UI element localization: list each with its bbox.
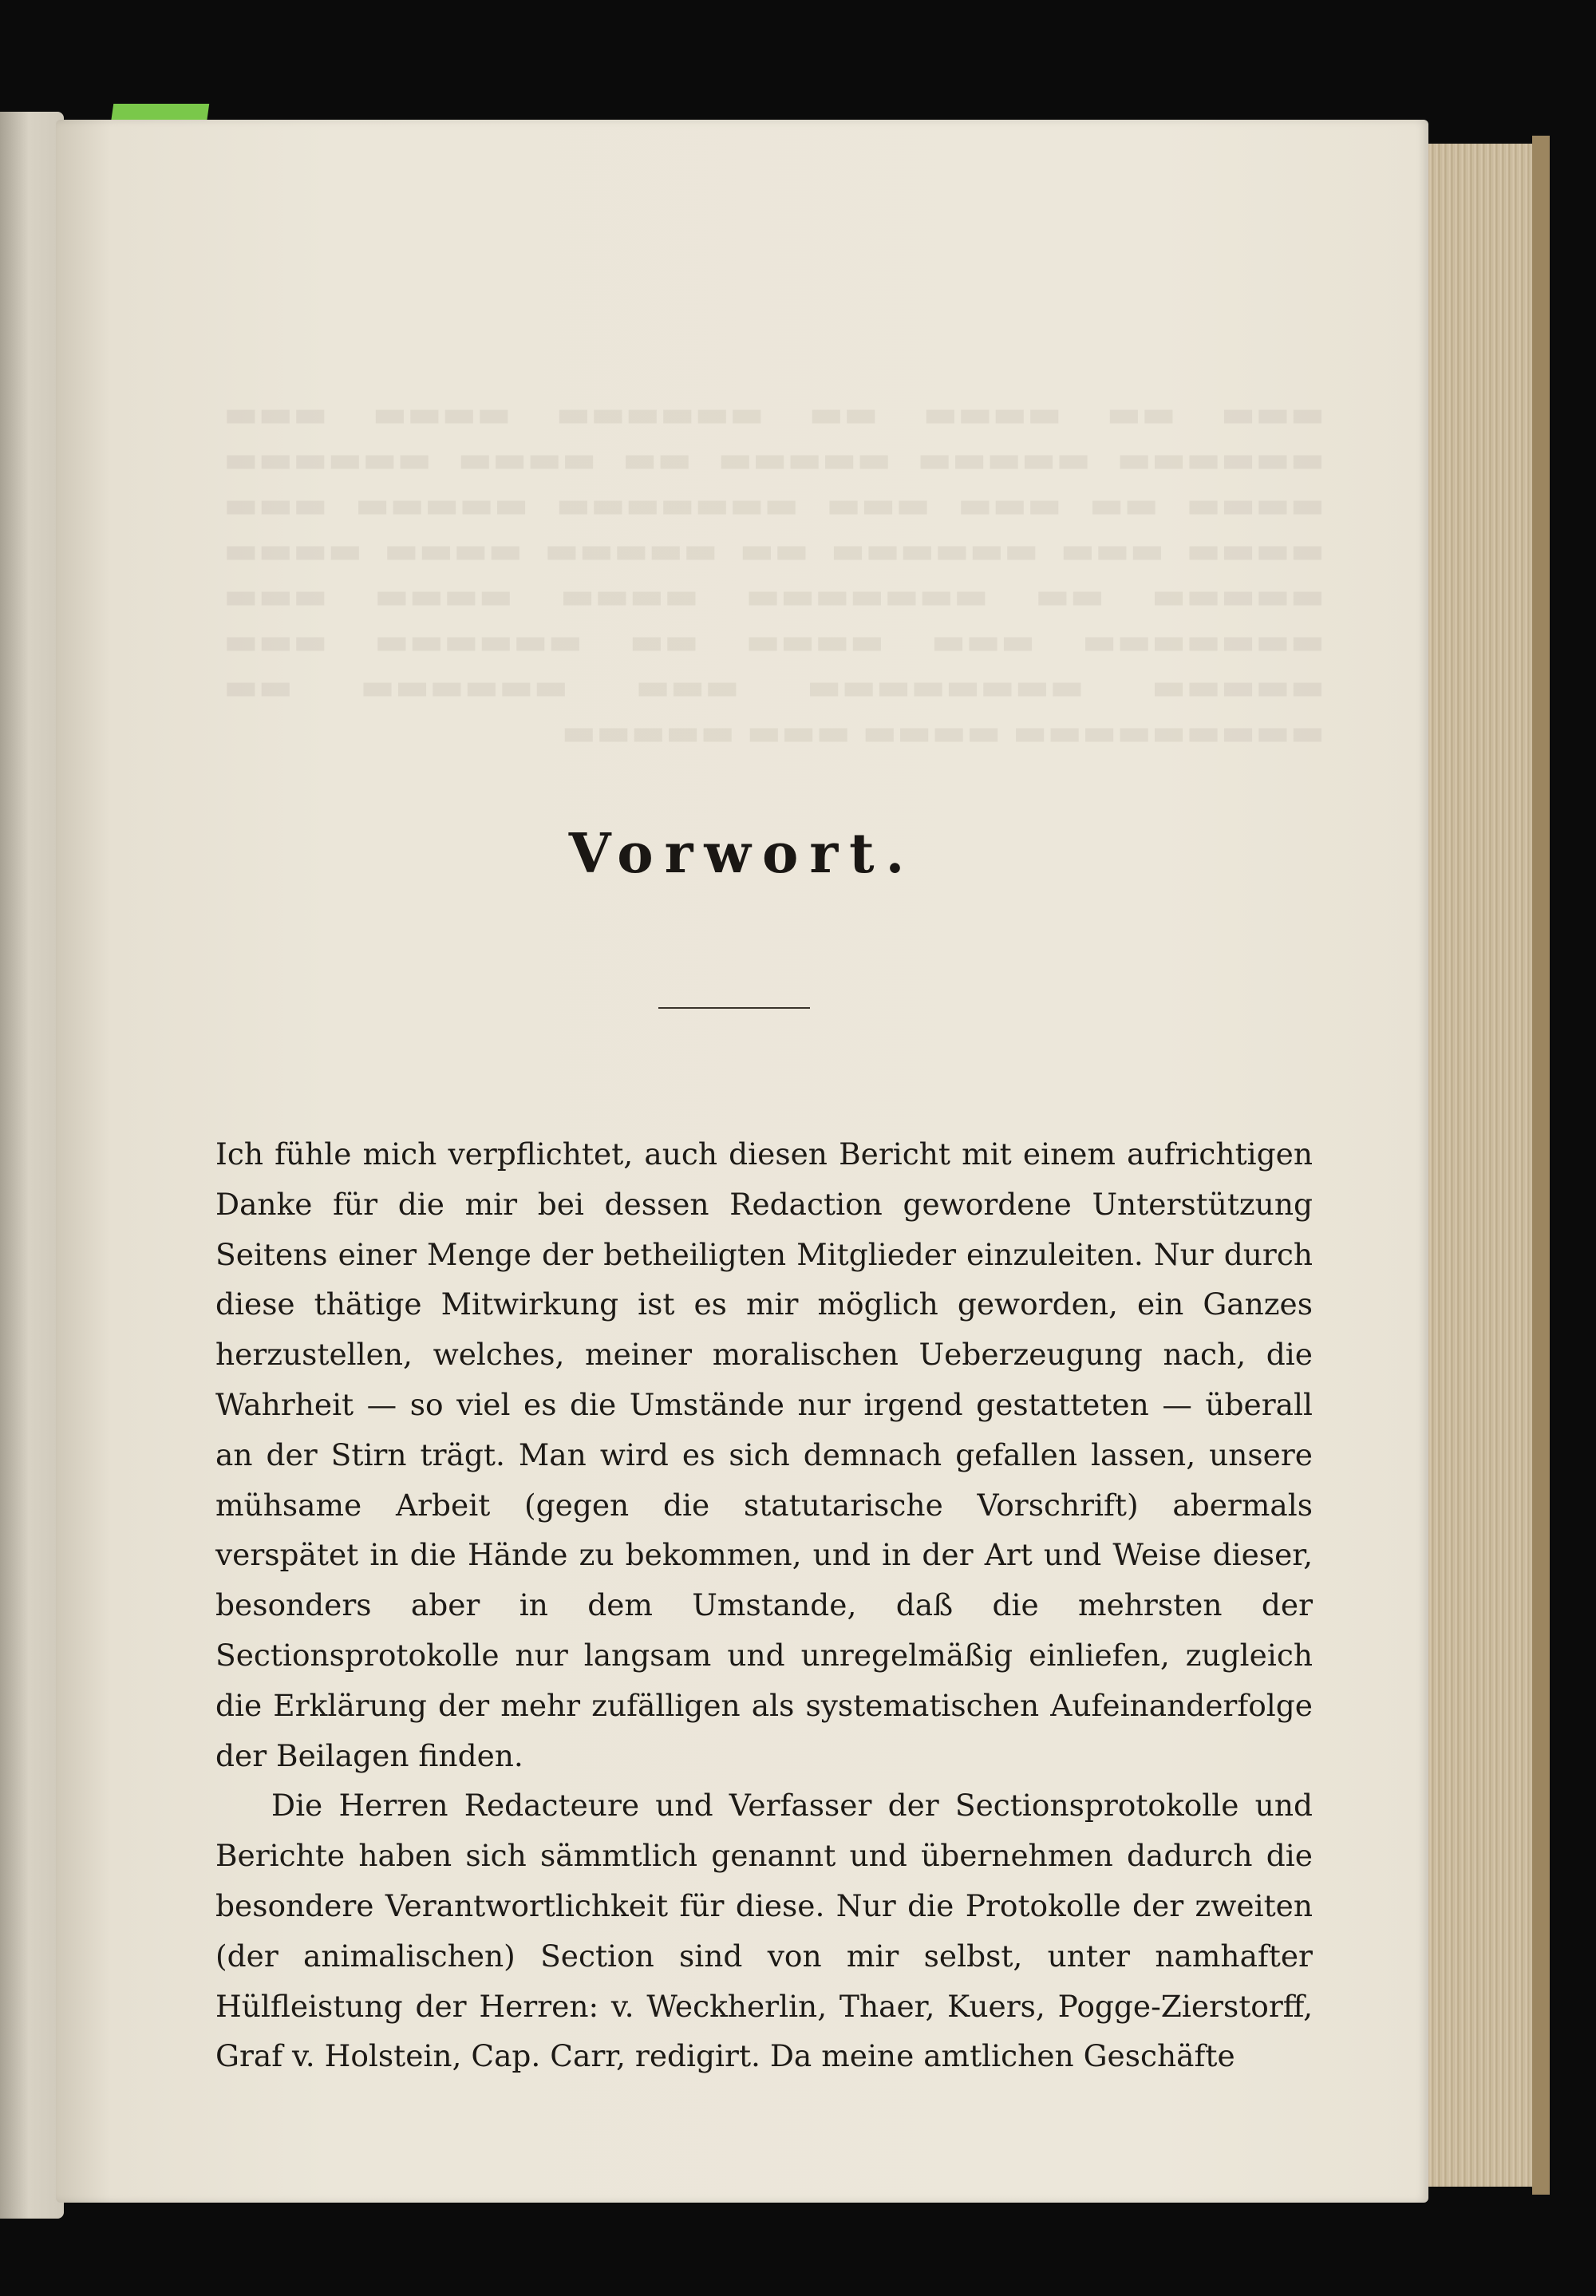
- body-text: [215, 1129, 1313, 2081]
- previous-page-edge: [0, 112, 64, 2219]
- paragraph-2: Die Herren Redacteure und Verfasser der Sectionsprotokolle und Berichte haben sich sämmtlich genannt und übernehmen dadurch die besondere Verantwortlichkeit für diese. Nur die Protokolle der zweiten (der animalischen) Section sind von mir selbst, unter namhafter Hülfleistung der Herren: v. Weckherlin, Thaer, Kuers, Pogge-Zierstorff, Graf v. Holstein, Cap. Carr, redigirt. Da meine amtlichen Geschäfte: [215, 1788, 1313, 2074]
- cover-edge: [1532, 136, 1550, 2195]
- title-rule: [658, 1007, 810, 1009]
- page-title: Vorwort.: [568, 822, 916, 886]
- paragraph-1: Ich fühle mich verpflichtet, auch diesen Bericht mit einem aufrichtigen Danke für die mir bei dessen Redaction gewordene Unterstützung Seitens einer Menge der betheiligten Mitglieder einzuleiten. Nur durch diese thätige Mitwirkung ist es mir möglich geworden, ein Ganzes herzustellen, welches, meiner moralischen Ueberzeugung nach, die Wahrheit — so viel es die Umstände nur irgend gestatteten — überall an der Stirn trägt. Man wird es sich demnach gefallen lassen, unsere mühsame Arbeit (gegen die statutarische Vorschrift) abermals verspätet in die Hände zu bekommen, und in der Art und Weise dieser, besonders aber in dem Umstande, daß die mehrsten der Sectionsprotokolle nur langsam und unregelmäßig einliefen, zugleich die Erklärung der mehr zufälligen als systematischen Aufeinanderfolge der Beilagen finden.: [215, 1136, 1313, 1773]
- bleed-through-texture: ▬▬▬ ▬▬ ▬▬▬▬ ▬▬ ▬▬▬▬▬▬ ▬▬▬▬ ▬▬▬ ▬▬▬▬▬▬ ▬▬▬▬▬ ▬▬▬▬▬ ▬▬ ▬▬▬▬ ▬▬▬▬▬▬ ▬▬▬▬ ▬▬ ▬▬▬ ▬▬▬ ▬▬▬▬▬▬▬ ▬▬▬▬▬ ▬▬▬ ▬▬▬▬ ▬▬▬ ▬▬▬▬▬▬ ▬▬ ▬▬▬▬▬ ▬▬▬▬ ▬▬▬▬ ▬▬▬▬▬ ▬▬ ▬▬▬▬▬▬▬ ▬▬▬▬ ▬▬▬▬ ▬▬▬ ▬▬▬▬▬▬▬ ▬▬▬ ▬▬▬▬ ▬▬ ▬▬▬▬▬▬ ▬▬▬ ▬▬▬▬▬ ▬▬▬▬▬▬▬▬ ▬▬▬ ▬▬▬▬▬▬ ▬▬ ▬▬▬▬▬▬▬▬▬ ▬▬▬▬ ▬▬▬ ▬▬▬▬▬: [223, 392, 1325, 753]
- book-block-edge: [1428, 144, 1547, 2187]
- page: [56, 120, 1428, 2203]
